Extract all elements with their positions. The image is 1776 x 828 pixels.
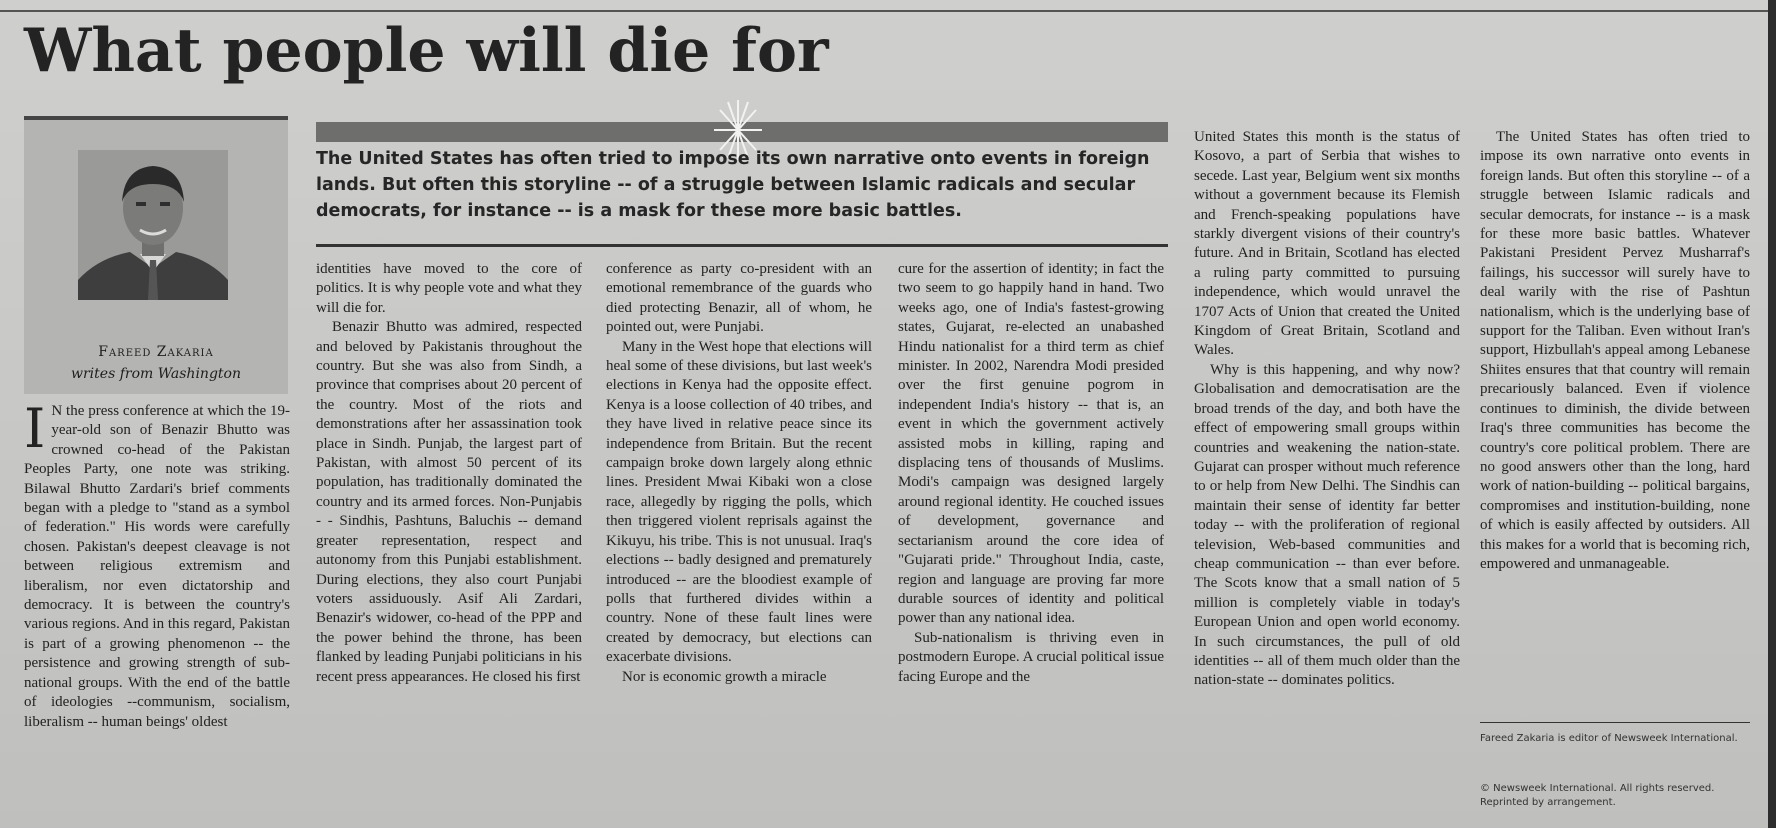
column-5 <box>1194 128 1460 691</box>
column-2 <box>316 260 582 687</box>
author-portrait <box>78 150 228 300</box>
author-photo <box>78 150 228 300</box>
paragraph: Why is this happening, and why now? Globalisation and democratisation are the broad trends of the day, and both have the effect of empowering small groups within countries and weakening the nation-state. Gujarat can prosper without much reference to or help from New Delhi. The Sindhis can maintain their sense of identity far better today -- with the proliferation of regional television, Web-based communities and cheap communication -- than ever before. The Scots know that a small nation of 5 million is completely viable in today's European Union and open world economy. In such circumstances, the pull of old identities -- all of them much older than the nation-state -- dominates politics. <box>1194 361 1460 689</box>
author-name: Fareed Zakaria <box>98 344 214 360</box>
author-bio: Fareed Zakaria is editor of Newsweek International. <box>1480 733 1738 744</box>
column-4 <box>898 260 1164 687</box>
pullquote-rule <box>316 244 1168 247</box>
paragraph: The United States has often tried to impose its own narrative onto events in foreign lands. But often this storyline -- of a struggle between Islamic radicals and secular democrats, for instance -- is a mask for these more basic battles. Whatever Pakistani President Pervez Musharraf's failings, his successor will surely have to deal warily with the rise of Pashtun nationalism, which is the underlying base of support for the Taliban. Even without Iran's support, Hizbullah's appeal among Lebanese Shiites ensures that that country will remain precariously balanced. Even if violence continues to diminish, the divide between Iraq's three communities has become the country's core political problem. There are no good answers other than the long, hard work of nation-building -- political bargains, compromises and institution-building, none of which is easily affected by outsiders. All this makes for a world that is becoming rich, empowered and unmanageable. <box>1480 129 1750 572</box>
paragraph <box>24 397 290 732</box>
paragraph: cure for the assertion of identity; in fact the two seem to go happily hand in hand. Two weeks ago, one of India's fastest-growing states, Gujarat, re-elected an unabashed Hindu nationalist for a third term as chief minister. In 2002, Narendra Modi presided over the first genuine pogrom in independent India's history -- that is, an event in which the government actively assisted mobs in killing, raping and displacing tens of thousands of Muslims. Modi's campaign was designed largely around regional identity. He couched issues of development, governance and sectarianism around the core idea of "Gujarati pride." Throughout India, caste, region and language are proving far more durable sources of identity and political power than any national idea. <box>898 261 1164 627</box>
headline: What people will die for <box>24 16 829 86</box>
column-6 <box>1480 128 1750 574</box>
page-edge <box>1768 0 1776 828</box>
footnote-rule <box>1480 722 1750 723</box>
column-3 <box>606 260 872 687</box>
paragraph: Sub-nationalism is thriving even in postmodern Europe. A crucial political issue facing Europe and the <box>898 629 1164 685</box>
author-box <box>24 116 288 394</box>
paragraph: conference as party co-president with an emotional remembrance of the guards who died protecting Benazir, all of whom, he pointed out, were Punjabi. <box>606 261 872 336</box>
pullquote: The United States has often tried to impose its own narrative onto events in foreign lands. But often this storyline -- of a struggle between Islamic radicals and secular democrats, for instance -- is a mask for these more basic battles. <box>316 149 1150 221</box>
dropcap: I <box>24 397 46 460</box>
paragraph: Nor is economic growth a miracle <box>622 668 827 685</box>
column-1 <box>24 397 290 732</box>
paragraph: Many in the West hope that elections will heal some of these divisions, but last week's elections in Kenya had the opposite effect. Kenya is a loose collection of 40 tribes, and they have lived in relative peace since its independence from Britain. But the recent campaign broke down largely along ethnic lines. President Mwai Kibaki won a close race, allegedly by rigging the polls, which then triggered violent reprisals against the Kikuyu, his tribe. This is not unusual. Iraq's elections -- badly designed and prematurely introduced -- are the bloodiest example of polls that furthered divides within a country. None of these fault lines were created by democracy, but elections can exacerbate divisions. <box>606 338 872 666</box>
author-location: writes from Washington <box>71 366 241 382</box>
lead-text: N the press conference at which the 19-year-old son of Benazir Bhutto was crowned co-head of the Pakistan Peoples Party, one note was striking. Bilawal Bhutto Zardari's brief comments began with a pledge to "stand as a symbol of federation." His words were carefully chosen. Pakistan's deepest cleavage is not between religious extremism and liberalism, nor even dictatorship and democracy. It is between the country's various regions. And in this regard, Pakistan is part of a growing phenomenon -- the persistence and growing strength of sub-national groups. With the end of the battle of ideologies --communism, socialism, liberalism -- human beings' oldest <box>24 403 290 730</box>
paragraph: identities have moved to the core of politics. It is why people vote and what they will die for. <box>316 261 582 316</box>
copyright-note: © Newsweek International. All rights reserved. Reprinted by arrangement. <box>1480 783 1715 808</box>
paragraph: Benazir Bhutto was admired, respected and beloved by Pakistanis throughout the country. But she was also from Sindh, a province that comprises about 20 percent of the country. Most of the riots and demonstrations after her assassination took place in Sindh. Punjab, the largest part of Pakistan, with almost 50 percent of its population, has traditionally dominated the country and its armed forces. Non-Punjabis - - Sindhis, Pashtuns, Baluchis -- demand greater representation, respect and autonomy from this Punjabi establishment. During elections, they also court Punjabi voters assiduously. Asif Ali Zardari, Benazir's widower, co-head of the PPP and the power behind the throne, has been flanked by leading Punjabi politicians in his recent press appearances. He closed his first <box>316 319 582 685</box>
paragraph: United States this month is the status of Kosovo, a part of Serbia that wishes to secede. Last year, Belgium went six months without a government because its Flemish and French-speaking populations have starkly divergent visions of their country's future. And in Britain, Scotland has elected a ruling party committed to pursuing independence, which would unravel the 1707 Acts of Union that created the United Kingdom of Great Britain, Scotland and Wales. <box>1194 129 1460 359</box>
top-rule <box>0 10 1776 12</box>
